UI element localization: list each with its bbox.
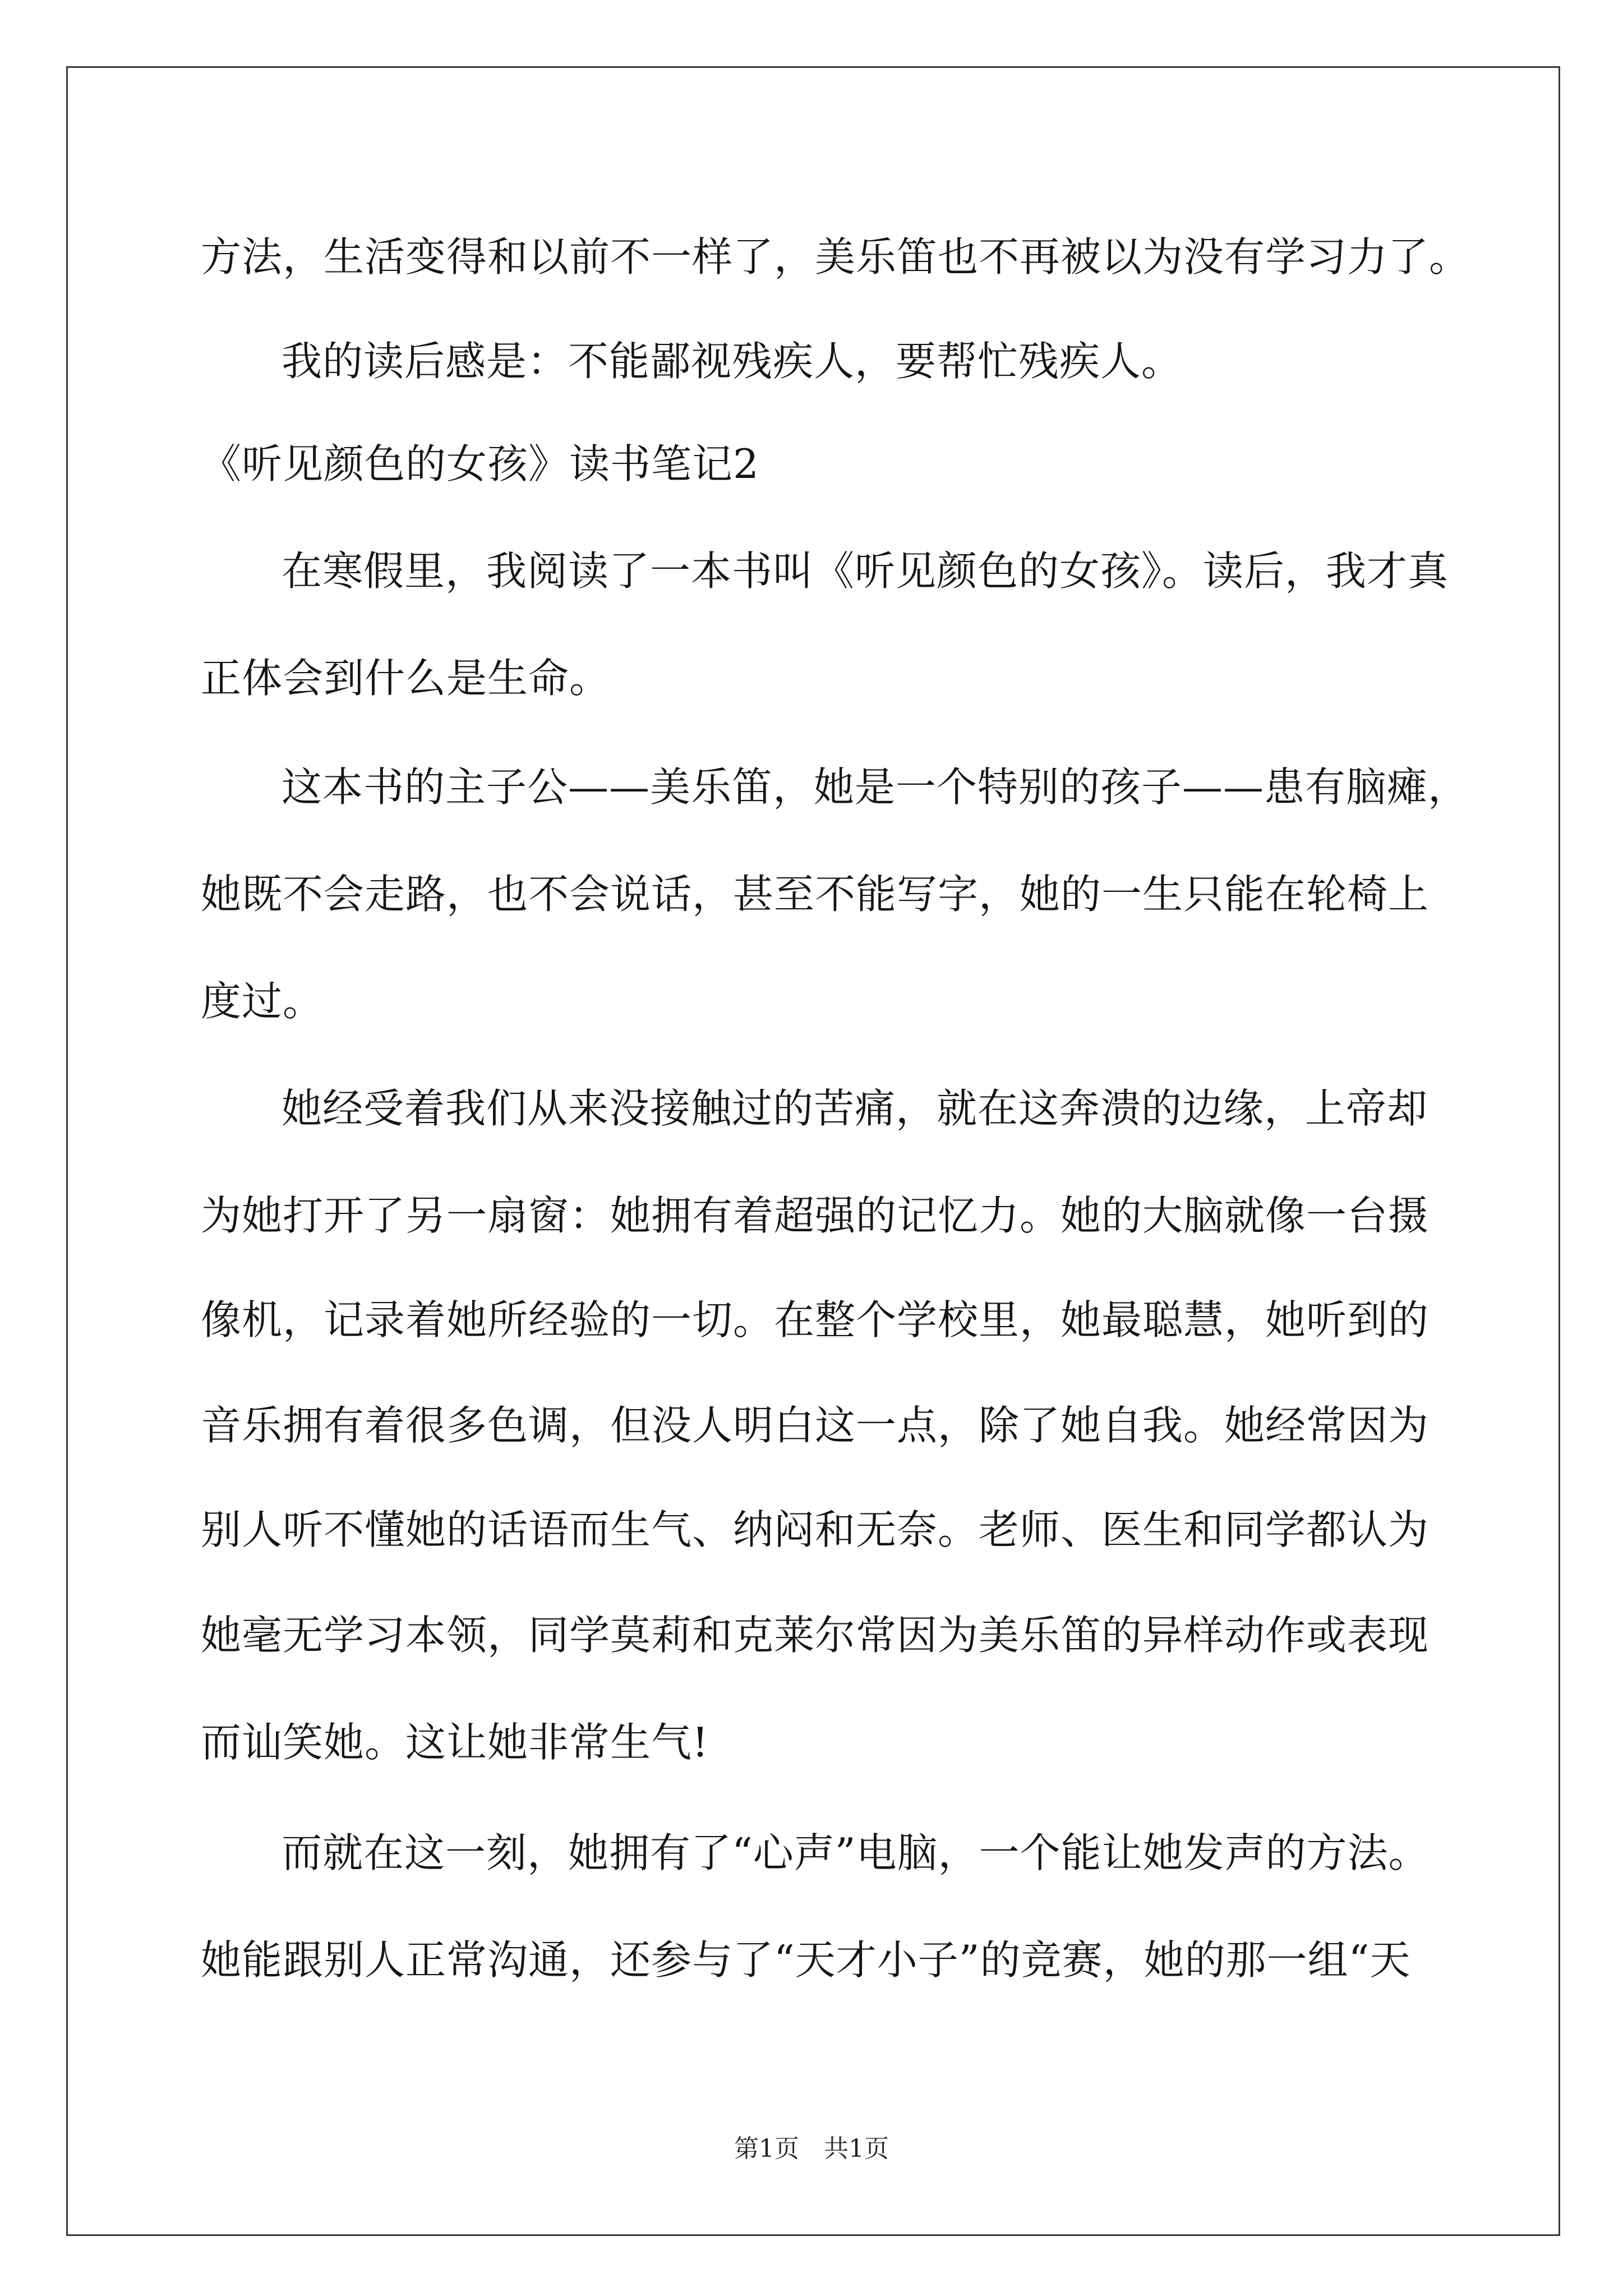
text-line: 她经受着我们从来没接触过的苦痛，就在这奔溃的边缘，上帝却: [282, 1085, 1428, 1132]
text-line: 她能跟别人正常沟通，还参与了“天才小子”的竞赛，她的那一组“天: [201, 1936, 1411, 1984]
text-line: 她既不会走路，也不会说话，甚至不能写字，她的一生只能在轮椅上: [201, 871, 1430, 918]
text-line: 她毫无学习本领，同学莫莉和克莱尔常因为美乐笛的异样动作或表现: [201, 1612, 1430, 1659]
section-heading: 《听见颜色的女孩》读书笔记2: [201, 440, 759, 487]
text-line: 我的读后感是：不能鄙视残疾人，要帮忙残疾人。: [282, 338, 1183, 385]
text-line: 方法，生活变得和以前不一样了，美乐笛也不再被以为没有学习力了。: [201, 233, 1470, 280]
text-line: 正体会到什么是生命。: [201, 655, 611, 702]
text-line: 而就在这一刻，她拥有了“心声”电脑，一个能让她发声的方法。: [282, 1829, 1430, 1876]
text-line: 别人听不懂她的话语而生气、纳闷和无奈。老师、医生和同学都认为: [201, 1506, 1430, 1553]
text-line: 而讪笑她。这让她非常生气!: [201, 1719, 709, 1766]
text-line: 在寒假里，我阅读了一本书叫《听见颜色的女孩》。读后，我才真: [282, 547, 1449, 595]
text-line: 为她打开了另一扇窗：她拥有着超强的记忆力。她的大脑就像一台摄: [201, 1192, 1430, 1239]
text-line: 度过。: [201, 978, 324, 1025]
page-number-footer: 第1页 共1页: [734, 2134, 889, 2163]
text-line: 音乐拥有着很多色调，但没人明白这一点，除了她自我。她经常因为: [201, 1402, 1430, 1449]
text-line: 这本书的主子公——美乐笛，她是一个特别的孩子——患有脑瘫，: [282, 763, 1469, 811]
page-border: [66, 66, 1560, 2236]
text-line: 像机，记录着她所经验的一切。在整个学校里，她最聪慧，她听到的: [201, 1296, 1430, 1343]
